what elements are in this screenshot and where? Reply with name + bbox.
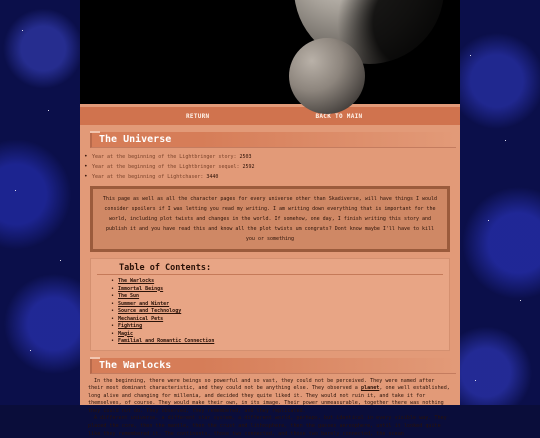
toc-item <box>113 293 443 301</box>
return-link[interactable]: RETURN <box>186 113 209 120</box>
toc-item <box>113 316 443 324</box>
paragraph: A different universe, a different star system, a different world, perhaps, but identical in every visible way. They placed the core, then the mantle, then the crust and lithosphere, then the gasses aerosphere, until it looked quite like they remembered it. The continents, those two connected, and those two barely connected, the ocean <box>88 415 452 438</box>
universe-heading: The Universe <box>90 132 456 148</box>
toc-item <box>113 286 443 294</box>
toc-item <box>113 338 443 346</box>
toc-item <box>113 278 443 286</box>
list-item: • Year at the beginning of the Lightbringer story: 2503 <box>84 152 460 162</box>
toc-link-sun[interactable]: The Sun <box>118 293 139 299</box>
moon-image <box>289 38 365 114</box>
planet-link[interactable]: planet <box>361 385 379 391</box>
page-content <box>80 0 460 405</box>
paragraph: In the beginning, there were beings so powerful and so vast, they could not be perceived. They were named after their most dominant characteristic, and they could not be anything else. They observed a planet, one well established, long alive and changing for millenia, and decided they quite liked it. They would not ruin it, and take it for themselves, of course. They would make their own, in its image. Their power unmeasurable, together there was nothing they could not do. They observed, they remembered, and they replicated. <box>88 378 452 416</box>
back-to-main-link[interactable]: BACK TO MAIN <box>315 113 362 120</box>
toc-link-mechanical-pets[interactable]: Mechanical Pets <box>118 316 163 322</box>
toc-item <box>113 301 443 309</box>
year-list <box>84 152 460 182</box>
warlocks-section <box>88 378 452 438</box>
table-of-contents <box>90 258 450 351</box>
toc-list <box>113 278 443 346</box>
spoiler-notice: This page as well as all the character pages for every universe other than Skadiverse, will have things I would consider spoilers if I was letting you read my writing. I am writing down everything that is important for the world, including plot twists and changes in the world. If somehow, one day, I finish writing this story and publish it and you have read this and know all the plot twists um congrats? Dont know maybe I'll have to kill you or something <box>90 186 450 252</box>
list-item: • Year at the beginning of Lightchaser: 3440 <box>84 172 460 182</box>
toc-link-summer-winter[interactable]: Summer and Winter <box>118 301 169 307</box>
toc-link-source-technology[interactable]: Source and Technology <box>118 308 181 314</box>
toc-title: Table of Contents: <box>97 261 443 275</box>
toc-item <box>113 323 443 331</box>
toc-link-warlocks[interactable]: The Warlocks <box>118 278 154 284</box>
list-item: • Year at the beginning of the Lightbringer sequel: 2592 <box>84 162 460 172</box>
navbar <box>80 107 460 125</box>
toc-item <box>113 308 443 316</box>
toc-link-immortal-beings[interactable]: Immortal Beings <box>118 286 163 292</box>
warlocks-heading: The Warlocks <box>90 358 456 374</box>
toc-link-familial-romantic[interactable]: Familial and Romantic Connection <box>118 338 214 344</box>
toc-link-fighting[interactable]: Fighting <box>118 323 142 329</box>
toc-link-magic[interactable]: Magic <box>118 331 133 337</box>
space-banner <box>80 0 460 104</box>
toc-item <box>113 331 443 339</box>
